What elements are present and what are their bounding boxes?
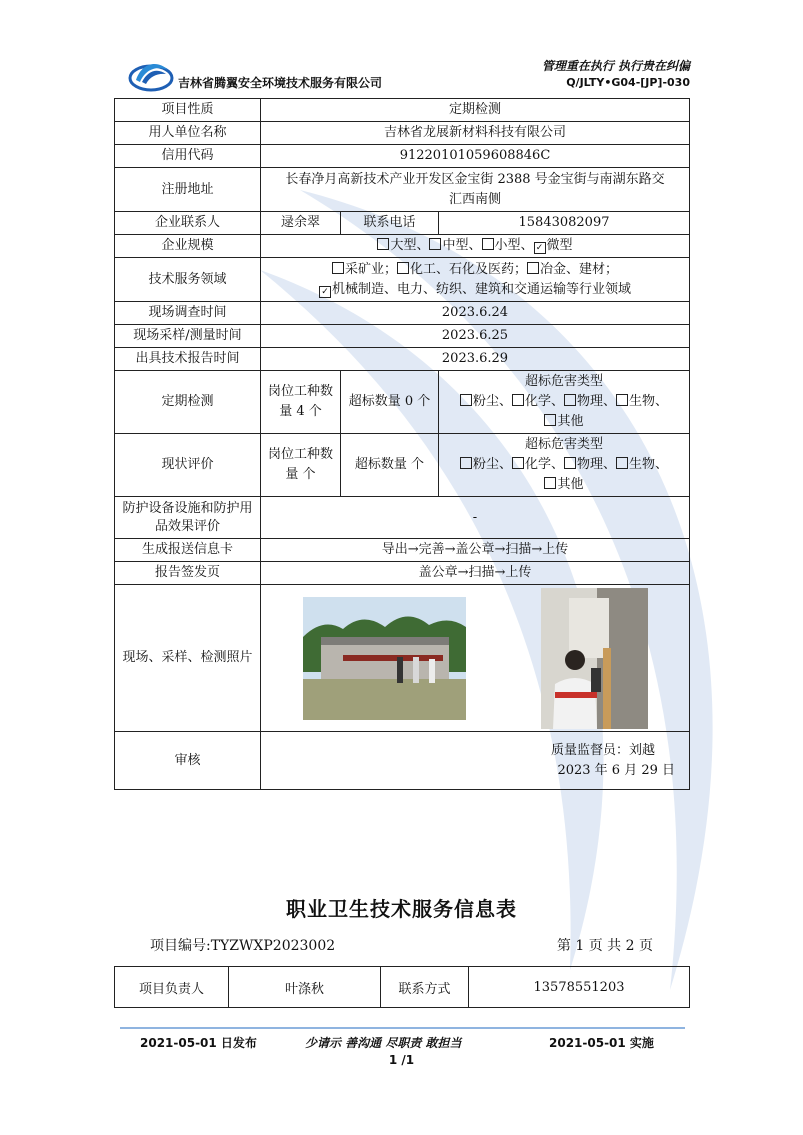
status-hazards bbox=[439, 434, 690, 497]
label-phone: 联系电话 bbox=[341, 212, 439, 235]
label-sign-page: 报告签发页 bbox=[115, 562, 261, 585]
hazard-dust: 粉尘、 bbox=[472, 394, 512, 409]
document-number: Q/JLTY•G04-[JP]-030 bbox=[566, 76, 690, 89]
checkbox-physical bbox=[564, 394, 576, 406]
value-sampling-time: 2023.6.25 bbox=[261, 325, 690, 348]
checkbox-machinery-checked: ✓ bbox=[319, 286, 331, 298]
footer-page-number: 1 /1 bbox=[388, 1053, 415, 1067]
checkbox-other bbox=[544, 414, 556, 426]
label-leader-contact: 联系方式 bbox=[381, 967, 469, 1008]
project-info-table bbox=[114, 98, 690, 790]
hazard-other: 其他 bbox=[557, 477, 584, 492]
checkbox-biological bbox=[616, 457, 628, 469]
checkbox-chemical bbox=[397, 262, 409, 274]
review-date: 2023 年 6 月 29 日 bbox=[557, 762, 675, 778]
label-leader: 项目负责人 bbox=[115, 967, 229, 1008]
label-status: 现状评价 bbox=[115, 434, 261, 497]
value-credit-code: 91220101059608846C bbox=[261, 145, 690, 168]
option-micro: 微型 bbox=[546, 238, 573, 253]
value-scale: 大型、 中型、 小型、 ✓ 微型 bbox=[261, 235, 690, 258]
checkbox-biological bbox=[616, 394, 628, 406]
label-project-nature: 项目性质 bbox=[115, 99, 261, 122]
value-protection: - bbox=[261, 497, 690, 539]
status-positions: 岗位工种数量 个 bbox=[261, 434, 341, 497]
value-info-card: 导出→完善→盖公章→扫描→上传 bbox=[261, 539, 690, 562]
checkbox-metallurgy bbox=[527, 262, 539, 274]
label-review: 审核 bbox=[115, 732, 261, 790]
hazard-physical: 物理、 bbox=[577, 394, 617, 409]
hazard-physical: 物理、 bbox=[577, 457, 617, 472]
leader-table bbox=[114, 966, 690, 1008]
status-exceed: 超标数量 个 bbox=[341, 434, 439, 497]
periodic-hazard-title: 超标危害类型 bbox=[524, 374, 603, 389]
value-leader: 叶涤秋 bbox=[229, 967, 381, 1008]
label-protection: 防护设备设施和防护用品效果评价 bbox=[115, 497, 261, 539]
label-credit-code: 信用代码 bbox=[115, 145, 261, 168]
field-mining: 采矿业； bbox=[344, 261, 397, 277]
status-hazard-title: 超标危害类型 bbox=[524, 437, 603, 452]
label-info-card: 生成报送信息卡 bbox=[115, 539, 261, 562]
option-medium: 中型 bbox=[442, 238, 469, 253]
checkbox-chemical-hazard bbox=[512, 394, 524, 406]
hazard-biological: 生物、 bbox=[629, 394, 669, 409]
label-address: 注册地址 bbox=[115, 168, 261, 212]
label-field: 技术服务领域 bbox=[115, 258, 261, 302]
label-sampling-time: 现场采样/测量时间 bbox=[115, 325, 261, 348]
supervisor: 质量监督员：刘越 bbox=[550, 742, 655, 758]
company-name: 吉林省腾翼安全环境技术服务有限公司 bbox=[178, 76, 383, 90]
label-photos: 现场、采样、检测照片 bbox=[115, 585, 261, 732]
footer-slogan: 少请示 善沟通 尽职责 敢担当 bbox=[305, 1036, 462, 1050]
hazard-chemical: 化学、 bbox=[524, 457, 564, 472]
field-metallurgy: 冶金、建材； bbox=[540, 261, 619, 277]
value-report-time: 2023.6.29 bbox=[261, 348, 690, 371]
periodic-positions: 岗位工种数量 4 个 bbox=[261, 371, 341, 434]
review-cell bbox=[261, 732, 690, 790]
hazard-other: 其他 bbox=[557, 414, 584, 429]
page-info: 第 1 页 共 2 页 bbox=[556, 938, 653, 954]
hazard-chemical: 化学、 bbox=[524, 394, 564, 409]
periodic-hazards bbox=[439, 371, 690, 434]
site-photo bbox=[303, 597, 466, 720]
checkbox-dust bbox=[460, 457, 472, 469]
option-small: 小型 bbox=[494, 238, 521, 253]
value-project-nature: 定期检测 bbox=[261, 99, 690, 122]
label-employer: 用人单位名称 bbox=[115, 122, 261, 145]
field-chemical: 化工、石化及医药； bbox=[409, 261, 527, 277]
sampling-photo bbox=[541, 588, 648, 729]
periodic-exceed: 超标数量 0 个 bbox=[341, 371, 439, 434]
header-motto: 管理重在执行 执行贵在纠偏 bbox=[541, 59, 690, 73]
footer-implement-date: 2021-05-01 实施 bbox=[549, 1036, 654, 1050]
checkbox-other bbox=[544, 477, 556, 489]
option-large: 大型 bbox=[390, 238, 417, 253]
value-employer: 吉林省龙展新材料科技有限公司 bbox=[261, 122, 690, 145]
checkbox-large bbox=[377, 238, 389, 250]
value-address: 长春净月高新技术产业开发区金宝街 2388 号金宝街与南湖东路交汇西南侧 bbox=[261, 168, 690, 212]
value-sign-page: 盖公章→扫描→上传 bbox=[261, 562, 690, 585]
checkbox-small bbox=[482, 238, 494, 250]
checkbox-medium bbox=[429, 238, 441, 250]
photos-cell bbox=[261, 585, 690, 732]
footer-divider bbox=[120, 1027, 685, 1029]
checkbox-chemical-hazard bbox=[512, 457, 524, 469]
section-title: 职业卫生技术服务信息表 bbox=[286, 897, 517, 921]
hazard-dust: 粉尘、 bbox=[472, 457, 512, 472]
checkbox-mining bbox=[332, 262, 344, 274]
company-logo-icon bbox=[128, 56, 174, 92]
checkbox-physical bbox=[564, 457, 576, 469]
field-machinery: 机械制造、电力、纺织、建筑和交通运输等行业领域 bbox=[331, 281, 631, 297]
label-periodic: 定期检测 bbox=[115, 371, 261, 434]
value-field bbox=[261, 258, 690, 302]
value-phone: 15843082097 bbox=[439, 212, 690, 235]
hazard-biological: 生物、 bbox=[629, 457, 669, 472]
value-survey-time: 2023.6.24 bbox=[261, 302, 690, 325]
value-contact-name: 逯余翠 bbox=[261, 212, 341, 235]
label-report-time: 出具技术报告时间 bbox=[115, 348, 261, 371]
checkbox-micro-checked: ✓ bbox=[534, 242, 546, 254]
label-scale: 企业规模 bbox=[115, 235, 261, 258]
label-contact: 企业联系人 bbox=[115, 212, 261, 235]
label-survey-time: 现场调查时间 bbox=[115, 302, 261, 325]
value-leader-contact: 13578551203 bbox=[469, 967, 690, 1008]
checkbox-dust bbox=[460, 394, 472, 406]
footer-publish-date: 2021-05-01 日发布 bbox=[140, 1036, 257, 1050]
project-number: 项目编号:TYZWXP2023002 bbox=[150, 938, 336, 954]
